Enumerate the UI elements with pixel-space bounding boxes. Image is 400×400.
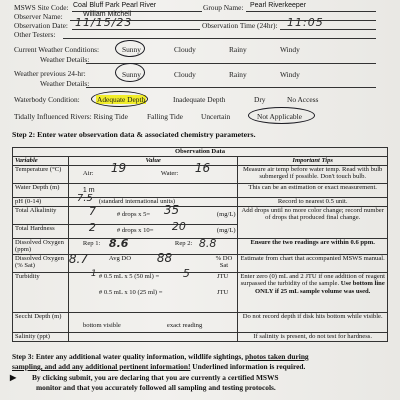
observer-name-label: Observer Name: bbox=[14, 12, 63, 21]
site-code-label: MSWS Site Code: bbox=[14, 3, 69, 12]
previous-weather-details-label: Weather Details: bbox=[40, 79, 90, 88]
current-weather-windy[interactable]: Windy bbox=[280, 45, 300, 54]
turbidity-label: Turbidity bbox=[13, 272, 69, 312]
water-depth-value[interactable]: 1 m bbox=[82, 186, 95, 194]
alkalinity-drops[interactable]: 7 bbox=[88, 204, 96, 218]
temperature-tip: Measure air temp before water temp. Read with bulb submerged if possible. Don't touch bulb. bbox=[238, 165, 388, 183]
do-sat-unit: % DO Sat bbox=[215, 254, 233, 270]
tidal-not-applicable[interactable]: Not Applicable bbox=[257, 112, 302, 121]
secchi-exact[interactable]: exact reading bbox=[166, 321, 203, 329]
hardness-label: Total Hardness bbox=[13, 224, 69, 238]
turbidity-drops[interactable]: 1 bbox=[90, 268, 97, 279]
observation-table bbox=[12, 147, 388, 342]
alkalinity-result[interactable]: 35 bbox=[163, 202, 180, 217]
selection-circle bbox=[248, 107, 315, 124]
current-weather-label: Current Weather Conditions: bbox=[14, 45, 100, 54]
group-name-label: Group Name: bbox=[203, 3, 244, 12]
hardness-unit: (mg/L) bbox=[216, 226, 236, 234]
water-temp-value[interactable]: 16 bbox=[194, 160, 211, 175]
current-weather-sunny[interactable]: Sunny bbox=[122, 45, 141, 54]
step3-line1 bbox=[12, 352, 309, 361]
ph-value[interactable]: 7.5 bbox=[76, 192, 93, 204]
waterbody-condition-label: Waterbody Condition: bbox=[14, 95, 80, 104]
observation-time-label: Observation Time (24hr): bbox=[202, 21, 278, 30]
bullet-icon: ▶ bbox=[10, 373, 17, 382]
previous-weather-sunny[interactable]: Sunny bbox=[122, 70, 141, 79]
step3-line2-underlined: sampling, and add any additional pertinent information! bbox=[12, 362, 191, 371]
tidal-label: Tidally Influenced Rivers: Rising Tide bbox=[14, 112, 128, 121]
alkalinity-unit: (mg/L) bbox=[216, 210, 236, 218]
turbidity-line1: # 0.5 mL x 5 (50 ml) = bbox=[98, 272, 160, 280]
current-weather-rainy[interactable]: Rainy bbox=[229, 45, 247, 54]
observation-time-value[interactable]: 11:05 bbox=[287, 16, 324, 29]
alkalinity-mult: # drops x 5= bbox=[116, 210, 151, 218]
step3-line2 bbox=[12, 362, 305, 371]
water-label: Water: bbox=[160, 169, 179, 177]
step3-line1-text: Step 3: Enter any additional water quality information, wildlife sightings, bbox=[12, 352, 245, 361]
other-testers-label: Other Testers: bbox=[14, 30, 56, 39]
previous-weather-windy[interactable]: Windy bbox=[280, 70, 300, 79]
turbidity-tip-normal: Enter zero (0) mL and 2 JTU if one addition of reagent surpassed the turbidity of the sample. bbox=[240, 272, 385, 288]
current-weather-details-label: Weather Details: bbox=[40, 55, 90, 64]
rep2-value[interactable]: 8.8 bbox=[198, 236, 217, 250]
adequate-depth-text: Adequate Depth bbox=[97, 95, 146, 104]
col-tips: Important Tips bbox=[238, 157, 388, 166]
secchi-tip: Do not record depth if disk hits bottom while visible. bbox=[238, 312, 388, 332]
secchi-bottom[interactable]: bottom visible bbox=[82, 321, 121, 329]
water-depth-tip: This can be an estimation or exact measurement. bbox=[238, 183, 388, 197]
tidal-falling[interactable]: Falling Tide bbox=[147, 112, 183, 121]
previous-weather-cloudy[interactable]: Cloudy bbox=[174, 70, 196, 79]
turbidity-unit-2: JTU bbox=[216, 288, 229, 296]
do-label: Dissolved Oxygen (ppm) bbox=[13, 238, 69, 254]
ph-label: pH (0-14) bbox=[13, 197, 69, 206]
table-title: Observation Data bbox=[13, 148, 388, 157]
previous-weather-label: Weather previous 24-hr: bbox=[14, 69, 86, 78]
water-depth-label: Water Depth (m) bbox=[13, 183, 69, 197]
observation-date-value[interactable]: 11/15/23 bbox=[75, 16, 133, 29]
ph-tip: Record to nearest 0.5 unit. bbox=[238, 197, 388, 206]
waterbody-inadequate-depth[interactable]: Inadequate Depth bbox=[173, 95, 226, 104]
do-sat-tip: Estimate from chart that accompanied MSWS manual. bbox=[238, 254, 388, 272]
rep2-label: Rep 2: bbox=[174, 239, 193, 247]
salinity-label: Salinity (ppt) bbox=[13, 332, 69, 341]
tidal-uncertain[interactable]: Uncertain bbox=[201, 112, 231, 121]
alkalinity-label: Total Alkalinity bbox=[13, 206, 69, 224]
waterbody-dry[interactable]: Dry bbox=[254, 95, 266, 104]
turbidity-tip-bold: Use bottom line ONLY if 25 mL sample volume was used. bbox=[255, 280, 385, 295]
table-row bbox=[13, 312, 388, 332]
step3-line1-underlined: photos taken during bbox=[244, 352, 309, 361]
avg-do-value[interactable]: 8.7 bbox=[68, 251, 89, 266]
do-sat-label: Dissolved Oxygen (% Sat) bbox=[13, 254, 69, 272]
group-name-value[interactable]: Pearl Riverkeeper bbox=[250, 2, 307, 9]
do-tip: Ensure the two readings are within 0.6 ppm. bbox=[238, 238, 388, 254]
table-row bbox=[13, 272, 388, 312]
table-row bbox=[13, 197, 388, 206]
table-row bbox=[13, 183, 388, 197]
waterbody-no-access[interactable]: No Access bbox=[287, 95, 319, 104]
turbidity-line2: # 0.5 mL x 10 (25 ml) = bbox=[98, 288, 163, 296]
step3-line2-text: Underlined information is required. bbox=[190, 362, 306, 371]
hardness-result[interactable]: 20 bbox=[171, 219, 186, 233]
salinity-tip: If salinity is present, do not test for hardness. bbox=[238, 332, 388, 341]
site-code-value[interactable]: Coal Bluff Park Pearl River bbox=[73, 2, 157, 9]
col-variable: Variable bbox=[13, 157, 69, 166]
previous-weather-rainy[interactable]: Rainy bbox=[229, 70, 247, 79]
selection-circle bbox=[115, 63, 145, 82]
hardness-mult: # drops x 10= bbox=[116, 226, 154, 234]
salinity-value[interactable] bbox=[68, 332, 237, 341]
alkalinity-tip: Add drops until no more color change; record number of drops that produced final change. bbox=[238, 206, 388, 238]
do-sat-value[interactable]: 88 bbox=[156, 250, 173, 265]
rep1-value[interactable]: 8.6 bbox=[108, 236, 129, 250]
selection-circle bbox=[115, 40, 145, 57]
selection-circle bbox=[91, 91, 148, 107]
air-temp-value[interactable]: 19 bbox=[110, 160, 127, 175]
col-value: Value bbox=[68, 157, 237, 166]
temperature-label: Temperature (°C) bbox=[13, 165, 69, 183]
avg-do-label: Avg DO bbox=[108, 254, 131, 262]
rep1-label: Rep 1: bbox=[82, 239, 101, 247]
observation-date-label: Observation Date: bbox=[14, 21, 68, 30]
turbidity-value[interactable]: 5 bbox=[182, 266, 190, 280]
air-label: Air: bbox=[82, 169, 94, 177]
hardness-drops[interactable]: 2 bbox=[88, 220, 96, 234]
observer-name-value[interactable]: William Mitchell bbox=[83, 11, 132, 18]
current-weather-cloudy[interactable]: Cloudy bbox=[174, 45, 196, 54]
step2-title: Step 2: Enter water observation data & associated chemistry parameters. bbox=[12, 130, 256, 139]
table-row bbox=[13, 206, 388, 224]
step3-declaration-2: monitor and that you accurately followed all sampling and testing protocols. bbox=[36, 383, 276, 392]
table-row bbox=[13, 332, 388, 341]
table-row bbox=[13, 165, 388, 183]
ph-unit: (standard international units) bbox=[98, 197, 176, 205]
secchi-label: Secchi Depth (m) bbox=[13, 312, 69, 332]
step3-declaration-1: By clicking submit, you are declaring that you are currently a certified MSWS bbox=[32, 373, 279, 382]
turbidity-unit-1: JTU bbox=[216, 272, 229, 280]
table-row bbox=[13, 254, 388, 272]
turbidity-tip bbox=[238, 272, 388, 312]
